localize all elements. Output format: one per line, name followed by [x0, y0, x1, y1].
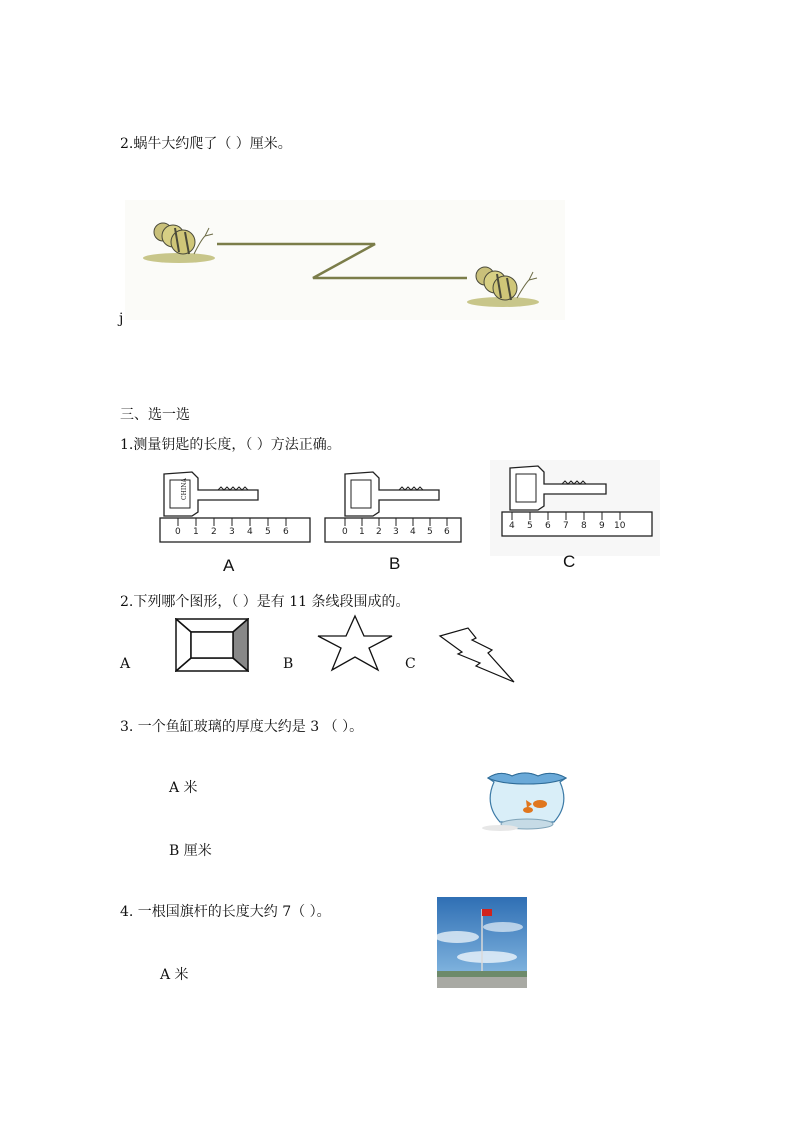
svg-text:4: 4: [247, 527, 253, 537]
key-option-a: [158, 468, 314, 544]
q3-text: 3. 一个鱼缸玻璃的厚度大约是 3 （ ）。: [120, 719, 364, 735]
svg-text:CHINA: CHINA: [181, 478, 188, 500]
q4-text: 4. 一根国旗杆的长度大约 7（ ）。: [120, 904, 331, 920]
svg-text:6: 6: [283, 527, 289, 537]
key-option-c: [490, 460, 660, 556]
svg-text:10: 10: [614, 521, 626, 531]
q2-option-a-label: A: [120, 656, 131, 672]
q2-option-b-label: B: [283, 656, 294, 672]
svg-text:0: 0: [175, 527, 181, 537]
q3-option-b: B 厘米: [169, 843, 212, 859]
stray-mark: j: [119, 311, 124, 327]
q2-option-c-label: C: [405, 656, 416, 672]
svg-text:4: 4: [410, 527, 416, 537]
option-b-label: B: [389, 554, 401, 573]
flagpole-photo: [437, 897, 527, 988]
snail-question: 2.蜗牛大约爬了（ ）厘米。: [120, 136, 292, 152]
svg-text:5: 5: [427, 527, 433, 537]
q2-text: 2.下列哪个图形，（ ）是有 11 条线段围成的。: [120, 594, 410, 610]
q3-option-a: A 米: [169, 780, 198, 796]
star-shape: [316, 614, 394, 672]
fishbowl-image: [470, 768, 580, 840]
svg-text:4: 4: [509, 521, 515, 531]
svg-text:5: 5: [527, 521, 533, 531]
svg-text:9: 9: [599, 521, 605, 531]
option-c-label: C: [563, 552, 576, 571]
svg-text:2: 2: [376, 527, 382, 537]
option-a-label: A: [223, 556, 235, 575]
svg-text:2: 2: [211, 527, 217, 537]
snail-figure: [125, 200, 565, 320]
frame-shape: [175, 618, 249, 672]
svg-text:0: 0: [342, 527, 348, 537]
section-heading: 三、选一选: [120, 407, 190, 423]
svg-text:7: 7: [563, 521, 569, 531]
key-option-b: [323, 468, 463, 544]
svg-text:6: 6: [444, 527, 450, 537]
svg-text:3: 3: [229, 527, 235, 537]
svg-text:5: 5: [265, 527, 271, 537]
q4-option-a: A 米: [160, 967, 189, 983]
svg-text:3: 3: [393, 527, 399, 537]
svg-text:1: 1: [193, 527, 199, 537]
svg-text:8: 8: [581, 521, 587, 531]
lightning-shape: [438, 626, 516, 684]
svg-text:6: 6: [545, 521, 551, 531]
svg-text:1: 1: [359, 527, 365, 537]
q1-text: 1.测量钥匙的长度，（ ）方法正确。: [120, 437, 341, 453]
